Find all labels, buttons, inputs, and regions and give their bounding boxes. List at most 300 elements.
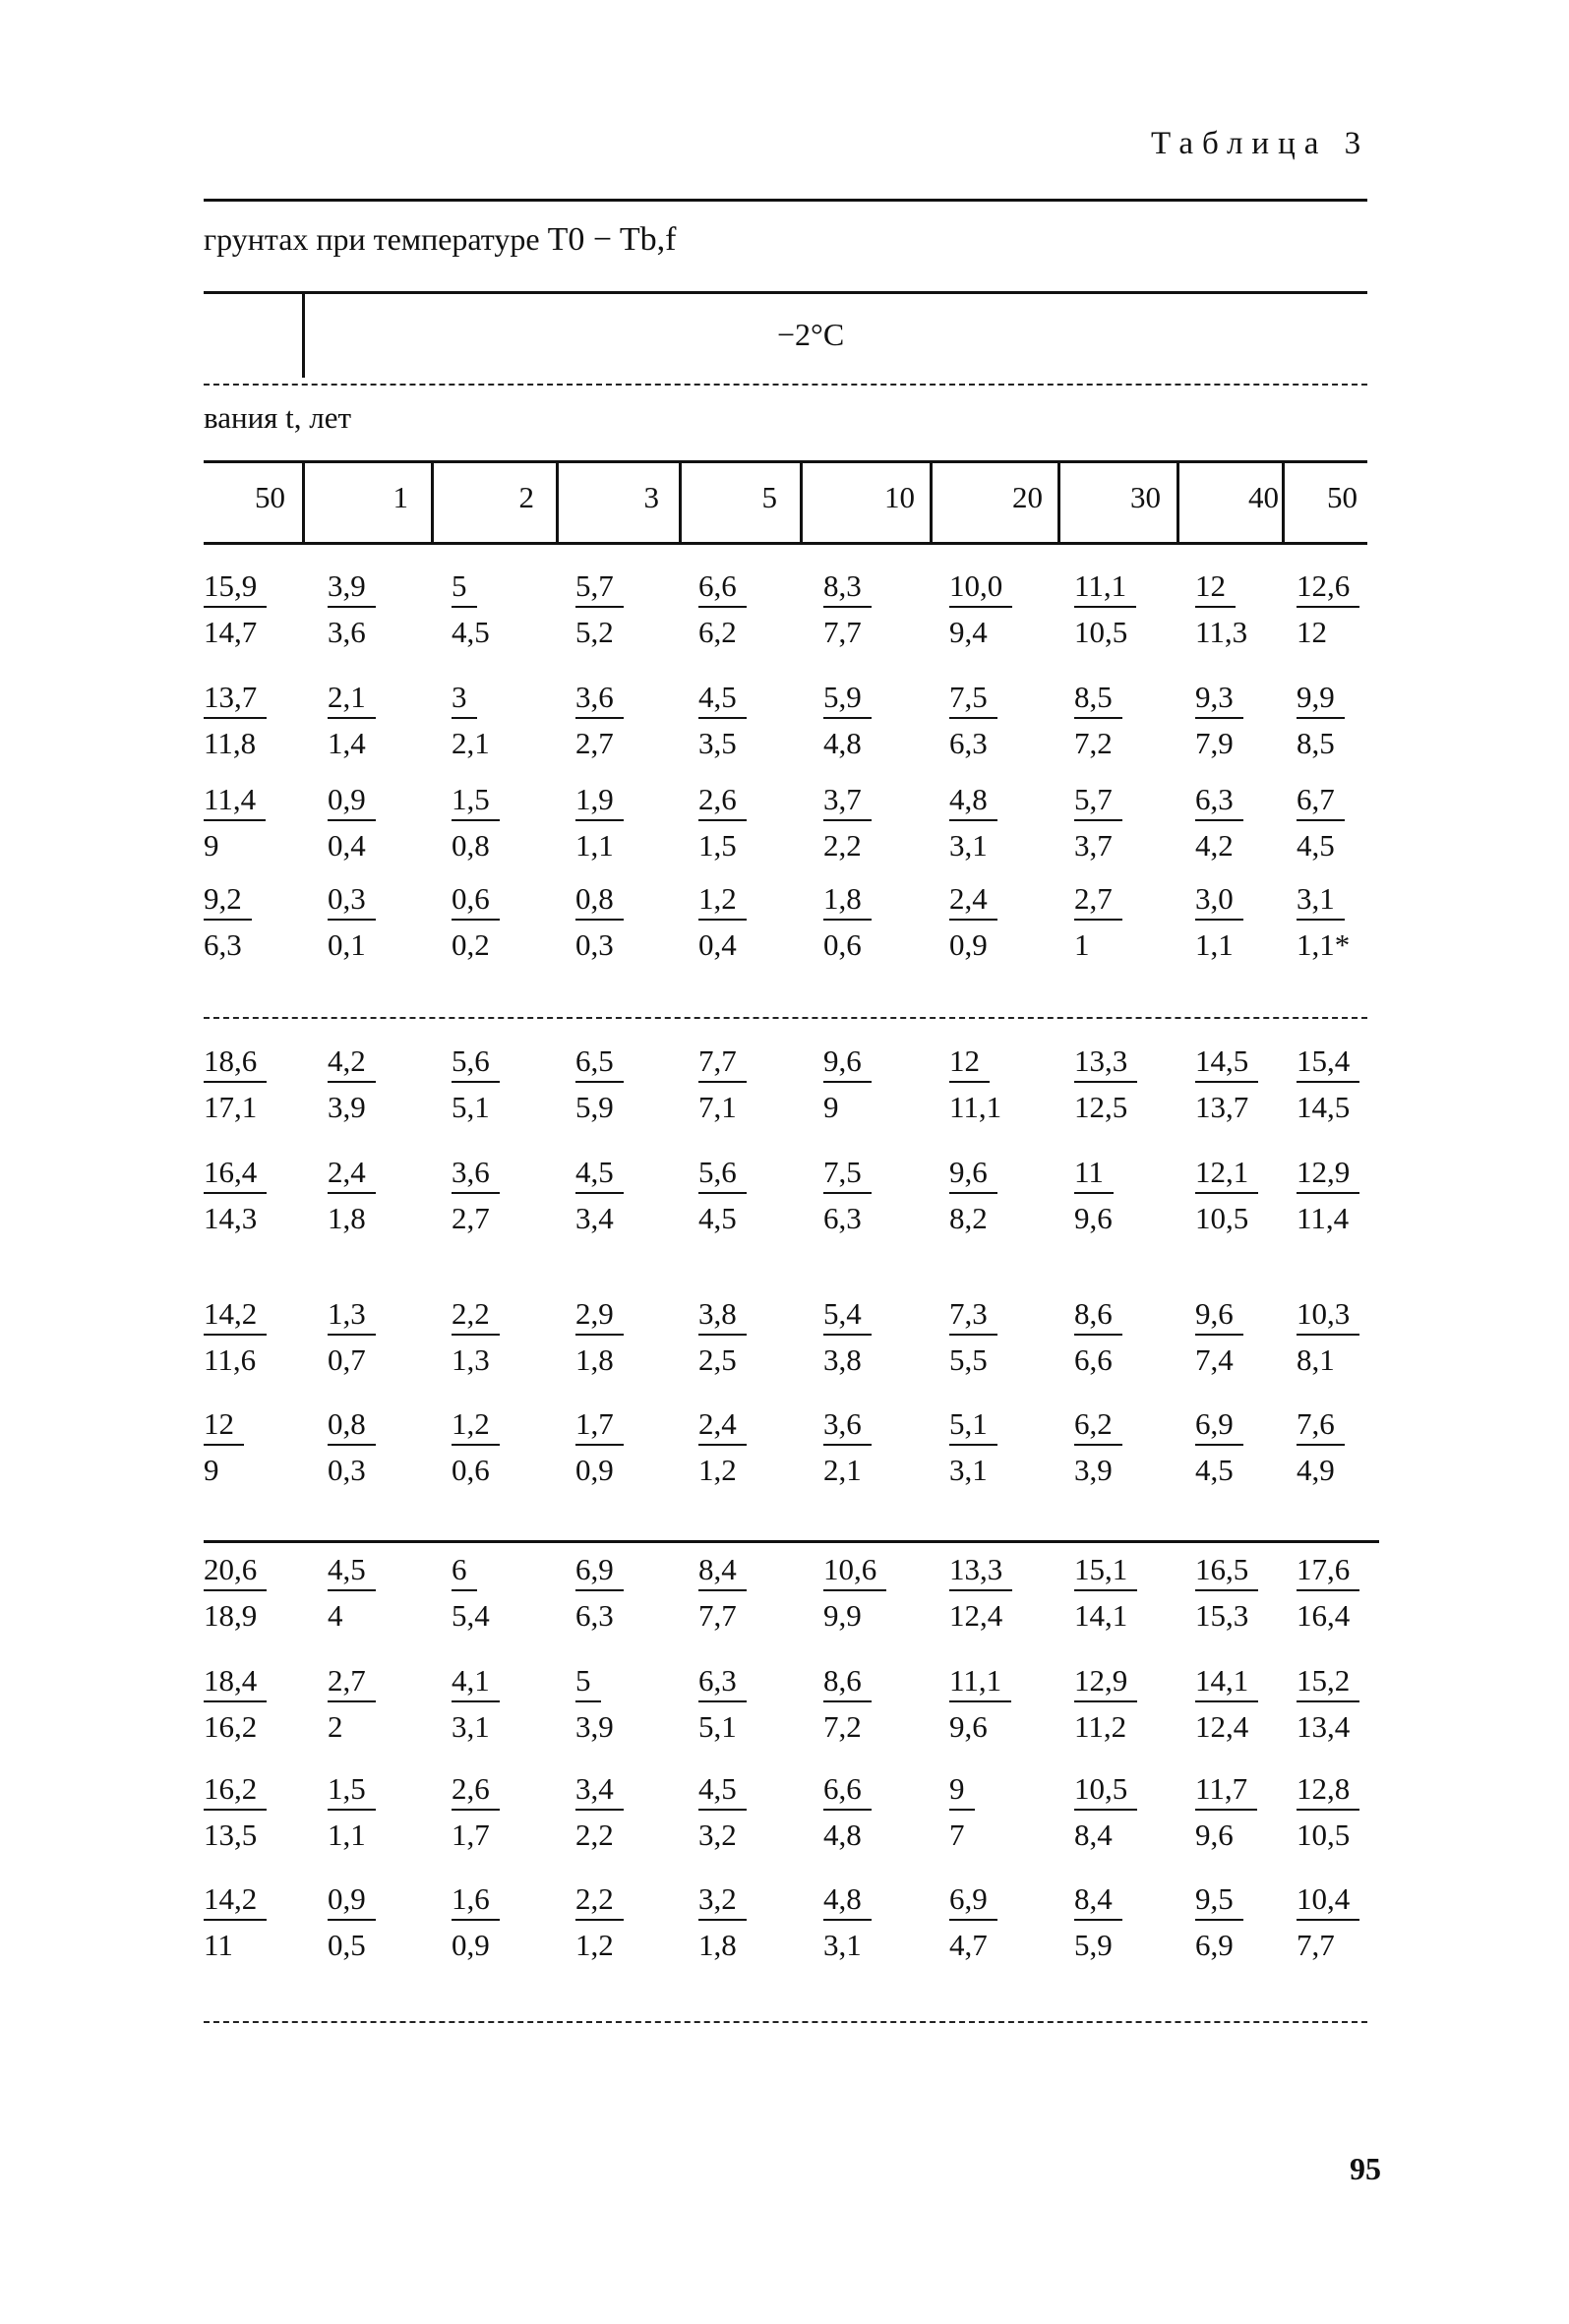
fraction-numerator: 4,5 [575, 1157, 624, 1194]
fraction-denominator: 4 [328, 1598, 343, 1633]
fraction-denominator: 14,1 [1074, 1598, 1128, 1633]
fraction-numerator: 12,1 [1195, 1157, 1258, 1194]
column-divider [800, 462, 803, 542]
fraction-denominator: 0,4 [698, 927, 737, 962]
fraction-numerator: 1,5 [452, 784, 500, 821]
fraction-denominator: 8,2 [949, 1201, 988, 1235]
column-header: 40 [1248, 480, 1279, 514]
fraction-cell [949, 883, 997, 960]
fraction-cell [1195, 1773, 1257, 1850]
fraction-numerator: 2,6 [452, 1773, 500, 1811]
fraction-numerator: 0,9 [328, 1883, 376, 1921]
fraction-cell [1195, 1883, 1243, 1960]
fraction-denominator: 1,7 [452, 1817, 490, 1852]
fraction-cell [204, 1298, 267, 1375]
fraction-numerator: 5,6 [452, 1045, 500, 1083]
fraction-cell [698, 1045, 747, 1122]
fraction-numerator: 14,2 [204, 1298, 267, 1336]
fraction-cell [1195, 1554, 1258, 1631]
fraction-denominator: 4,8 [823, 1817, 862, 1852]
fraction-cell [698, 1883, 747, 1960]
fraction-numerator: 16,2 [204, 1773, 267, 1811]
fraction-denominator: 5,9 [1074, 1928, 1113, 1962]
fraction-cell [204, 570, 267, 647]
fraction-denominator: 10,5 [1074, 615, 1128, 649]
column-header: 30 [1130, 480, 1161, 514]
fraction-cell [452, 570, 490, 647]
fraction-denominator: 7,7 [1297, 1928, 1335, 1962]
fraction-denominator: 13,4 [1297, 1709, 1351, 1744]
fraction-denominator: 14,5 [1297, 1090, 1351, 1124]
fraction-cell [823, 784, 872, 861]
header-divider [302, 293, 305, 378]
fraction-denominator: 11 [204, 1928, 233, 1962]
fraction-numerator: 4,5 [698, 682, 747, 719]
fraction-cell [949, 1157, 997, 1233]
fraction-denominator: 17,1 [204, 1090, 258, 1124]
fraction-cell [698, 1665, 747, 1742]
fraction-numerator: 11,7 [1195, 1773, 1257, 1811]
fraction-denominator: 12,5 [1074, 1090, 1128, 1124]
fraction-cell [1297, 1408, 1345, 1485]
fraction-denominator: 11,4 [1297, 1201, 1350, 1235]
fraction-denominator: 3,1 [949, 828, 988, 863]
fraction-cell [452, 883, 500, 960]
fraction-denominator: 10,5 [1195, 1201, 1249, 1235]
fraction-numerator: 4,8 [823, 1883, 872, 1921]
fraction-denominator: 0,7 [328, 1342, 366, 1377]
fraction-denominator: 6,3 [575, 1598, 614, 1633]
fraction-numerator: 6,9 [575, 1554, 624, 1591]
fraction-cell [823, 883, 872, 960]
fraction-cell [452, 1773, 500, 1850]
fraction-cell [328, 1554, 376, 1631]
fraction-denominator: 7 [949, 1817, 965, 1852]
fraction-numerator: 1,7 [575, 1408, 624, 1446]
fraction-numerator: 7,3 [949, 1298, 997, 1336]
fraction-denominator: 6,6 [1074, 1342, 1113, 1377]
fraction-numerator: 6,9 [949, 1883, 997, 1921]
fraction-cell [452, 1298, 500, 1375]
table-title: Таблица 3 [1151, 126, 1370, 161]
fraction-numerator: 14,2 [204, 1883, 267, 1921]
fraction-cell [204, 1408, 244, 1485]
fraction-numerator: 2,9 [575, 1298, 624, 1336]
fraction-cell [204, 1554, 267, 1631]
fraction-cell [1074, 1665, 1137, 1742]
fraction-denominator: 11,8 [204, 726, 257, 760]
fraction-numerator: 10,4 [1297, 1883, 1359, 1921]
fraction-denominator: 0,1 [328, 927, 366, 962]
fraction-numerator: 4,1 [452, 1665, 500, 1702]
fraction-denominator: 3,1 [949, 1453, 988, 1487]
fraction-denominator: 9 [823, 1090, 839, 1124]
fraction-numerator: 2,4 [328, 1157, 376, 1194]
column-divider [1177, 462, 1179, 542]
fraction-denominator: 0,4 [328, 828, 366, 863]
fraction-numerator: 8,5 [1074, 682, 1122, 719]
column-header: 3 [643, 480, 659, 514]
fraction-denominator: 6,3 [949, 726, 988, 760]
fraction-denominator: 0,3 [328, 1453, 366, 1487]
fraction-numerator: 12 [1195, 570, 1236, 608]
fraction-numerator: 12,8 [1297, 1773, 1359, 1811]
fraction-denominator: 2,2 [575, 1817, 614, 1852]
fraction-cell [698, 883, 747, 960]
fraction-cell [698, 1157, 747, 1233]
fraction-cell [823, 682, 872, 758]
fraction-denominator: 11,2 [1074, 1709, 1127, 1744]
fraction-numerator: 1,6 [452, 1883, 500, 1921]
fraction-cell [823, 1157, 872, 1233]
fraction-cell [823, 1045, 872, 1122]
fraction-numerator: 15,4 [1297, 1045, 1359, 1083]
fraction-numerator: 2,4 [949, 883, 997, 921]
fraction-cell [1297, 784, 1345, 861]
fraction-numerator: 0,3 [328, 883, 376, 921]
fraction-denominator: 11,1 [949, 1090, 1002, 1124]
fraction-cell [575, 1157, 624, 1233]
fraction-denominator: 8,4 [1074, 1817, 1113, 1852]
fraction-numerator: 0,8 [575, 883, 624, 921]
fraction-cell [328, 883, 376, 960]
fraction-cell [452, 1045, 500, 1122]
fraction-cell [1195, 784, 1243, 861]
fraction-numerator: 10,3 [1297, 1298, 1359, 1336]
fraction-cell [1074, 1408, 1122, 1485]
fraction-denominator: 9 [204, 1453, 219, 1487]
fraction-numerator: 9,2 [204, 883, 252, 921]
fraction-denominator: 15,3 [1195, 1598, 1249, 1633]
fraction-cell [949, 1773, 975, 1850]
fraction-cell [328, 682, 376, 758]
fraction-denominator: 1,5 [698, 828, 737, 863]
fraction-denominator: 1,1* [1297, 927, 1351, 962]
fraction-cell [204, 1665, 267, 1742]
fraction-numerator: 8,6 [1074, 1298, 1122, 1336]
fraction-numerator: 9,6 [823, 1045, 872, 1083]
fraction-denominator: 12 [1297, 615, 1327, 649]
fraction-cell [1297, 682, 1345, 758]
fraction-denominator: 2,2 [823, 828, 862, 863]
fraction-cell [328, 1157, 376, 1233]
header-rule [204, 291, 1367, 294]
fraction-denominator: 1,8 [328, 1201, 366, 1235]
fraction-denominator: 2,5 [698, 1342, 737, 1377]
fraction-denominator: 0,9 [452, 1928, 490, 1962]
block-separator-dashed [204, 1017, 1367, 1019]
fraction-denominator: 8,5 [1297, 726, 1335, 760]
fraction-cell [1297, 570, 1359, 647]
fraction-cell [328, 1045, 376, 1122]
fraction-numerator: 8,4 [1074, 1883, 1122, 1921]
table-caption [204, 221, 676, 259]
fraction-numerator: 6,3 [698, 1665, 747, 1702]
fraction-denominator: 18,9 [204, 1598, 258, 1633]
fraction-cell [949, 1298, 997, 1375]
fraction-numerator: 2,7 [328, 1665, 376, 1702]
fraction-cell [698, 1298, 747, 1375]
fraction-numerator: 9,5 [1195, 1883, 1243, 1921]
fraction-denominator: 12,4 [1195, 1709, 1249, 1744]
fraction-cell [328, 1298, 376, 1375]
fraction-cell [328, 570, 376, 647]
fraction-denominator: 11,3 [1195, 615, 1248, 649]
fraction-cell [1074, 1554, 1137, 1631]
column-divider [1282, 462, 1285, 542]
fraction-cell [949, 1883, 997, 1960]
fraction-cell [452, 682, 490, 758]
colhdr-bottom-rule [204, 542, 1367, 545]
fraction-numerator: 7,5 [823, 1157, 872, 1194]
fraction-cell [575, 1045, 624, 1122]
fraction-denominator: 9,6 [1195, 1817, 1234, 1852]
fraction-numerator: 6,7 [1297, 784, 1345, 821]
fraction-denominator: 16,4 [1297, 1598, 1351, 1633]
fraction-denominator: 16,2 [204, 1709, 258, 1744]
column-divider [431, 462, 434, 542]
fraction-cell [698, 1408, 747, 1485]
fraction-denominator: 4,7 [949, 1928, 988, 1962]
fraction-cell [1297, 1045, 1359, 1122]
fraction-numerator: 2,1 [328, 682, 376, 719]
fraction-denominator: 9,4 [949, 615, 988, 649]
fraction-denominator: 2,1 [452, 726, 490, 760]
fraction-denominator: 5,1 [698, 1709, 737, 1744]
fraction-cell [575, 1408, 624, 1485]
fraction-numerator: 11,1 [949, 1665, 1011, 1702]
fraction-numerator: 3,9 [328, 570, 376, 608]
fraction-numerator: 13,3 [949, 1554, 1012, 1591]
fraction-numerator: 18,6 [204, 1045, 267, 1083]
fraction-cell [575, 784, 624, 861]
fraction-denominator: 7,2 [1074, 726, 1113, 760]
fraction-cell [204, 1045, 267, 1122]
fraction-numerator: 6,3 [1195, 784, 1243, 821]
fraction-numerator: 2,7 [1074, 883, 1122, 921]
fraction-cell [204, 883, 252, 960]
fraction-cell [1297, 1665, 1359, 1742]
fraction-numerator: 15,2 [1297, 1665, 1359, 1702]
fraction-numerator: 12,9 [1074, 1665, 1137, 1702]
fraction-cell [1074, 1298, 1122, 1375]
fraction-denominator: 2 [328, 1709, 343, 1744]
fraction-numerator: 2,2 [452, 1298, 500, 1336]
fraction-cell [823, 1665, 872, 1742]
fraction-numerator: 3,0 [1195, 883, 1243, 921]
fraction-numerator: 11,4 [204, 784, 266, 821]
fraction-denominator: 9 [204, 828, 219, 863]
fraction-cell [823, 1298, 872, 1375]
fraction-denominator: 1,8 [698, 1928, 737, 1962]
fraction-cell [575, 1883, 624, 1960]
fraction-denominator: 4,5 [1195, 1453, 1234, 1487]
fraction-numerator: 5,1 [949, 1408, 997, 1446]
fraction-denominator: 3,7 [1074, 828, 1113, 863]
fraction-cell [575, 570, 624, 647]
duration-label: вания t, лет [204, 400, 352, 435]
colhdr-top-rule [204, 460, 1367, 463]
fraction-numerator: 6,9 [1195, 1408, 1243, 1446]
fraction-cell [452, 1408, 500, 1485]
fraction-denominator: 0,6 [452, 1453, 490, 1487]
fraction-denominator: 2,7 [452, 1201, 490, 1235]
column-divider [1057, 462, 1060, 542]
fraction-denominator: 0,8 [452, 828, 490, 863]
fraction-numerator: 9,6 [949, 1157, 997, 1194]
fraction-numerator: 5,4 [823, 1298, 872, 1336]
column-divider [679, 462, 682, 542]
column-divider [302, 462, 305, 542]
fraction-numerator: 7,6 [1297, 1408, 1345, 1446]
fraction-denominator: 6,3 [204, 927, 242, 962]
fraction-cell [823, 1773, 872, 1850]
fraction-cell [1297, 1883, 1359, 1960]
fraction-numerator: 6 [452, 1554, 477, 1591]
fraction-cell [949, 682, 997, 758]
fraction-denominator: 1,2 [575, 1928, 614, 1962]
fraction-numerator: 17,6 [1297, 1554, 1359, 1591]
fraction-cell [823, 1408, 872, 1485]
fraction-denominator: 14,7 [204, 615, 258, 649]
column-header: 50 [1327, 480, 1358, 514]
fraction-denominator: 3,9 [1074, 1453, 1113, 1487]
fraction-numerator: 0,9 [328, 784, 376, 821]
fraction-numerator: 0,6 [452, 883, 500, 921]
fraction-cell [1297, 1554, 1359, 1631]
fraction-denominator: 11,6 [204, 1342, 257, 1377]
column-header: 5 [761, 480, 777, 514]
fraction-numerator: 14,1 [1195, 1665, 1258, 1702]
fraction-numerator: 9 [949, 1773, 975, 1811]
fraction-numerator: 2,2 [575, 1883, 624, 1921]
fraction-cell [575, 1773, 624, 1850]
fraction-denominator: 4,8 [823, 726, 862, 760]
fraction-cell [1074, 570, 1136, 647]
fraction-cell [204, 682, 267, 758]
column-divider [556, 462, 559, 542]
fraction-numerator: 14,5 [1195, 1045, 1258, 1083]
fraction-numerator: 6,2 [1074, 1408, 1122, 1446]
fraction-denominator: 5,5 [949, 1342, 988, 1377]
fraction-denominator: 7,4 [1195, 1342, 1234, 1377]
fraction-denominator: 0,5 [328, 1928, 366, 1962]
fraction-numerator: 9,9 [1297, 682, 1345, 719]
fraction-numerator: 4,5 [698, 1773, 747, 1811]
fraction-cell [1074, 883, 1122, 960]
fraction-cell [1074, 784, 1122, 861]
fraction-denominator: 0,6 [823, 927, 862, 962]
fraction-numerator: 5,9 [823, 682, 872, 719]
fraction-numerator: 7,7 [698, 1045, 747, 1083]
column-header: 10 [884, 480, 915, 514]
fraction-denominator: 7,7 [698, 1598, 737, 1633]
fraction-numerator: 3,4 [575, 1773, 624, 1811]
fraction-numerator: 12 [949, 1045, 990, 1083]
fraction-cell [328, 784, 376, 861]
fraction-cell [698, 682, 747, 758]
fraction-denominator: 7,7 [823, 615, 862, 649]
fraction-cell [949, 1045, 1001, 1122]
caption-text: грунтах при температуре [204, 221, 540, 257]
fraction-denominator: 3,6 [328, 615, 366, 649]
fraction-cell [1297, 1298, 1359, 1375]
fraction-denominator: 1,3 [452, 1342, 490, 1377]
fraction-denominator: 9,6 [1074, 1201, 1113, 1235]
fraction-numerator: 7,5 [949, 682, 997, 719]
fraction-numerator: 3 [452, 682, 477, 719]
fraction-numerator: 1,5 [328, 1773, 376, 1811]
fraction-cell [204, 1883, 267, 1960]
fraction-cell [823, 570, 872, 647]
fraction-denominator: 3,9 [575, 1709, 614, 1744]
fraction-numerator: 5,7 [1074, 784, 1122, 821]
fraction-numerator: 5,6 [698, 1157, 747, 1194]
fraction-denominator: 6,9 [1195, 1928, 1234, 1962]
fraction-denominator: 13,7 [1195, 1090, 1249, 1124]
fraction-cell [698, 784, 747, 861]
fraction-numerator: 18,4 [204, 1665, 267, 1702]
fraction-cell [452, 1665, 500, 1742]
fraction-denominator: 5,1 [452, 1090, 490, 1124]
fraction-cell [204, 784, 266, 861]
fraction-cell [1195, 1665, 1258, 1742]
fraction-cell [204, 1773, 267, 1850]
fraction-denominator: 3,8 [823, 1342, 862, 1377]
fraction-denominator: 9,6 [949, 1709, 988, 1744]
fraction-denominator: 7,9 [1195, 726, 1234, 760]
fraction-numerator: 5,7 [575, 570, 624, 608]
fraction-cell [949, 570, 1012, 647]
fraction-cell [1195, 1298, 1243, 1375]
fraction-denominator: 4,2 [1195, 828, 1234, 863]
fraction-denominator: 4,9 [1297, 1453, 1335, 1487]
fraction-denominator: 1,4 [328, 726, 366, 760]
fraction-denominator: 6,2 [698, 615, 737, 649]
fraction-numerator: 3,6 [575, 682, 624, 719]
fraction-cell [1074, 1157, 1114, 1233]
fraction-numerator: 2,4 [698, 1408, 747, 1446]
fraction-numerator: 1,8 [823, 883, 872, 921]
fraction-numerator: 12 [204, 1408, 244, 1446]
fraction-numerator: 3,6 [452, 1157, 500, 1194]
fraction-cell [575, 1554, 624, 1631]
fraction-denominator: 2,7 [575, 726, 614, 760]
fraction-numerator: 3,1 [1297, 883, 1345, 921]
fraction-denominator: 3,1 [452, 1709, 490, 1744]
fraction-denominator: 3,5 [698, 726, 737, 760]
fraction-numerator: 9,6 [1195, 1298, 1243, 1336]
fraction-cell [328, 1883, 376, 1960]
fraction-numerator: 8,3 [823, 570, 872, 608]
fraction-denominator: 0,3 [575, 927, 614, 962]
fraction-denominator: 8,1 [1297, 1342, 1335, 1377]
fraction-cell [328, 1408, 376, 1485]
fraction-numerator: 15,1 [1074, 1554, 1137, 1591]
temperature-header: −2°C [777, 317, 845, 352]
fraction-cell [698, 570, 747, 647]
fraction-numerator: 15,9 [204, 570, 267, 608]
fraction-numerator: 11,1 [1074, 570, 1136, 608]
fraction-cell [1195, 883, 1243, 960]
fraction-denominator: 1,1 [575, 828, 614, 863]
fraction-numerator: 8,6 [823, 1665, 872, 1702]
fraction-cell [949, 1554, 1012, 1631]
fraction-denominator: 13,5 [204, 1817, 258, 1852]
fraction-cell [949, 1408, 997, 1485]
fraction-numerator: 1,9 [575, 784, 624, 821]
fraction-numerator: 10,0 [949, 570, 1012, 608]
